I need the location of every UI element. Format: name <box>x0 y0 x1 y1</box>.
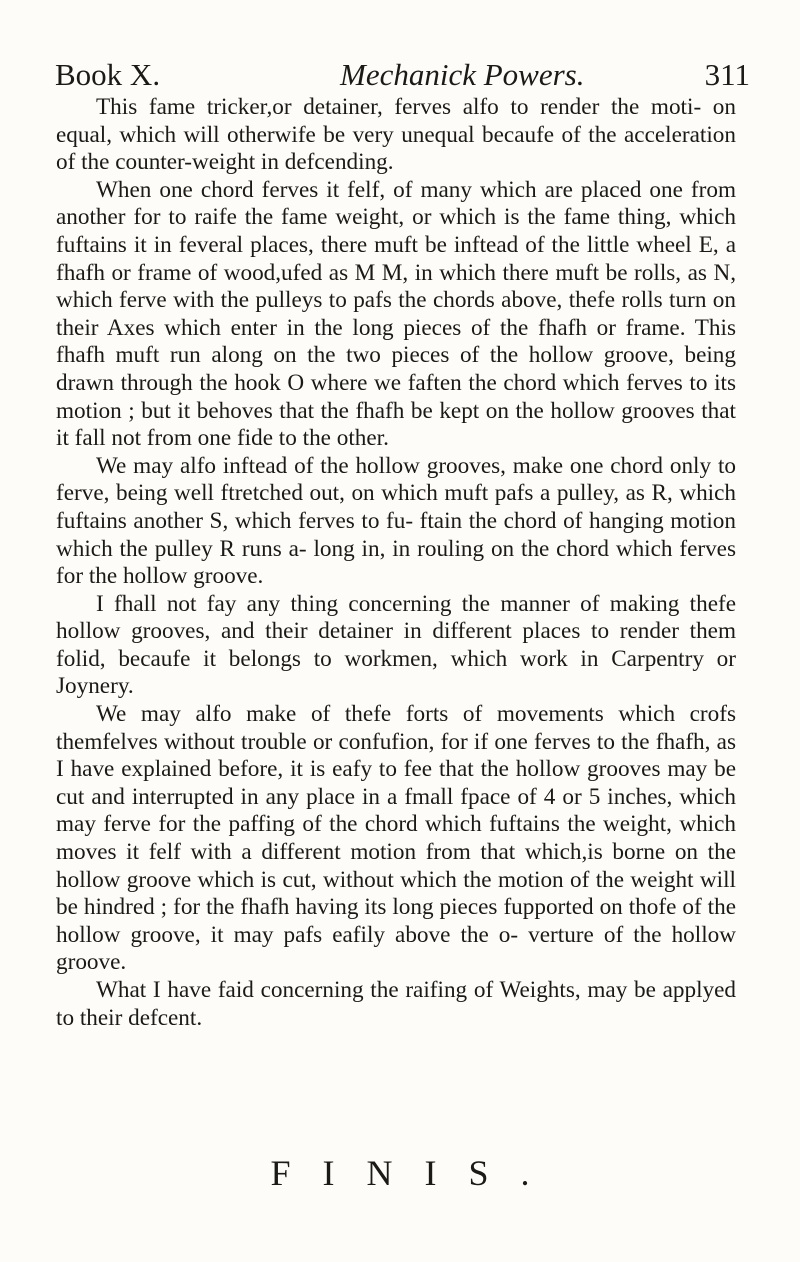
paragraph: What I have faid concerning the raifing of Weights, may be applyed to their defcent. <box>56 977 736 1031</box>
running-header <box>55 55 750 95</box>
paragraph: We may alfo inftead of the hollow grooves, make one chord only to ferve, being well ftretched out, on which muft pafs a pulley, as R, which fuftains another S, which ferves to fu- ftain the chord of hanging motion which the pulley R runs a- long in, in rouling on the chord which ferves for the hollow groove. <box>56 452 736 590</box>
paragraph: When one chord ferves it felf, of many which are placed one from another for to raife the fame weight, or which is the fame thing, which fuftains it in feveral places, there muft be inftead of the little wheel E, a fhafh or frame of wood,ufed as M M, in which there muft be rolls, as N, which ferve with the pulleys to pafs the chords above, thefe rolls turn on their Axes which enter in the long pieces of the fhafh or frame. This fhafh muft run along on the two pieces of the hollow groove, being drawn through the hook O where we faften the chord which ferves to its motion ; but it behoves that the fhafh be kept on the hollow grooves that it fall not from one fide to the other. <box>56 176 736 452</box>
finis-colophon: FINIS. <box>270 1153 562 1193</box>
paragraph: I fhall not fay any thing concerning the manner of making thefe hollow grooves, and their detainer in different places to render them folid, becaufe it belongs to workmen, which work in Carpentry or Joynery. <box>56 590 736 700</box>
body-text <box>56 94 736 1032</box>
paragraph: We may alfo make of thefe forts of movements which crofs themfelves without trouble or confufion, for if one ferves to the fhafh, as I have explained before, it is eafy to fee that the hollow grooves may be cut and interrupted in any place in a fmall fpace of 4 or 5 inches, which may ferve for the paffing of the chord which fuftains the weight, which moves it felf with a different motion from that which,is borne on the hollow groove which is cut, without which the motion of the weight will be hindred ; for the fhafh having its long pieces fupported on thofe of the hollow groove, it may pafs eafily above the o- verture of the hollow groove. <box>56 701 736 976</box>
page-number: 311 <box>704 57 750 92</box>
paragraph: This fame tricker,or detainer, ferves alfo to render the moti- on equal, which will otherwife be very unequal becaufe of the acceleration of the counter-weight in defcending. <box>56 94 736 176</box>
running-title: Mechanick Powers. <box>340 57 585 92</box>
book-label: Book X. <box>55 57 161 92</box>
